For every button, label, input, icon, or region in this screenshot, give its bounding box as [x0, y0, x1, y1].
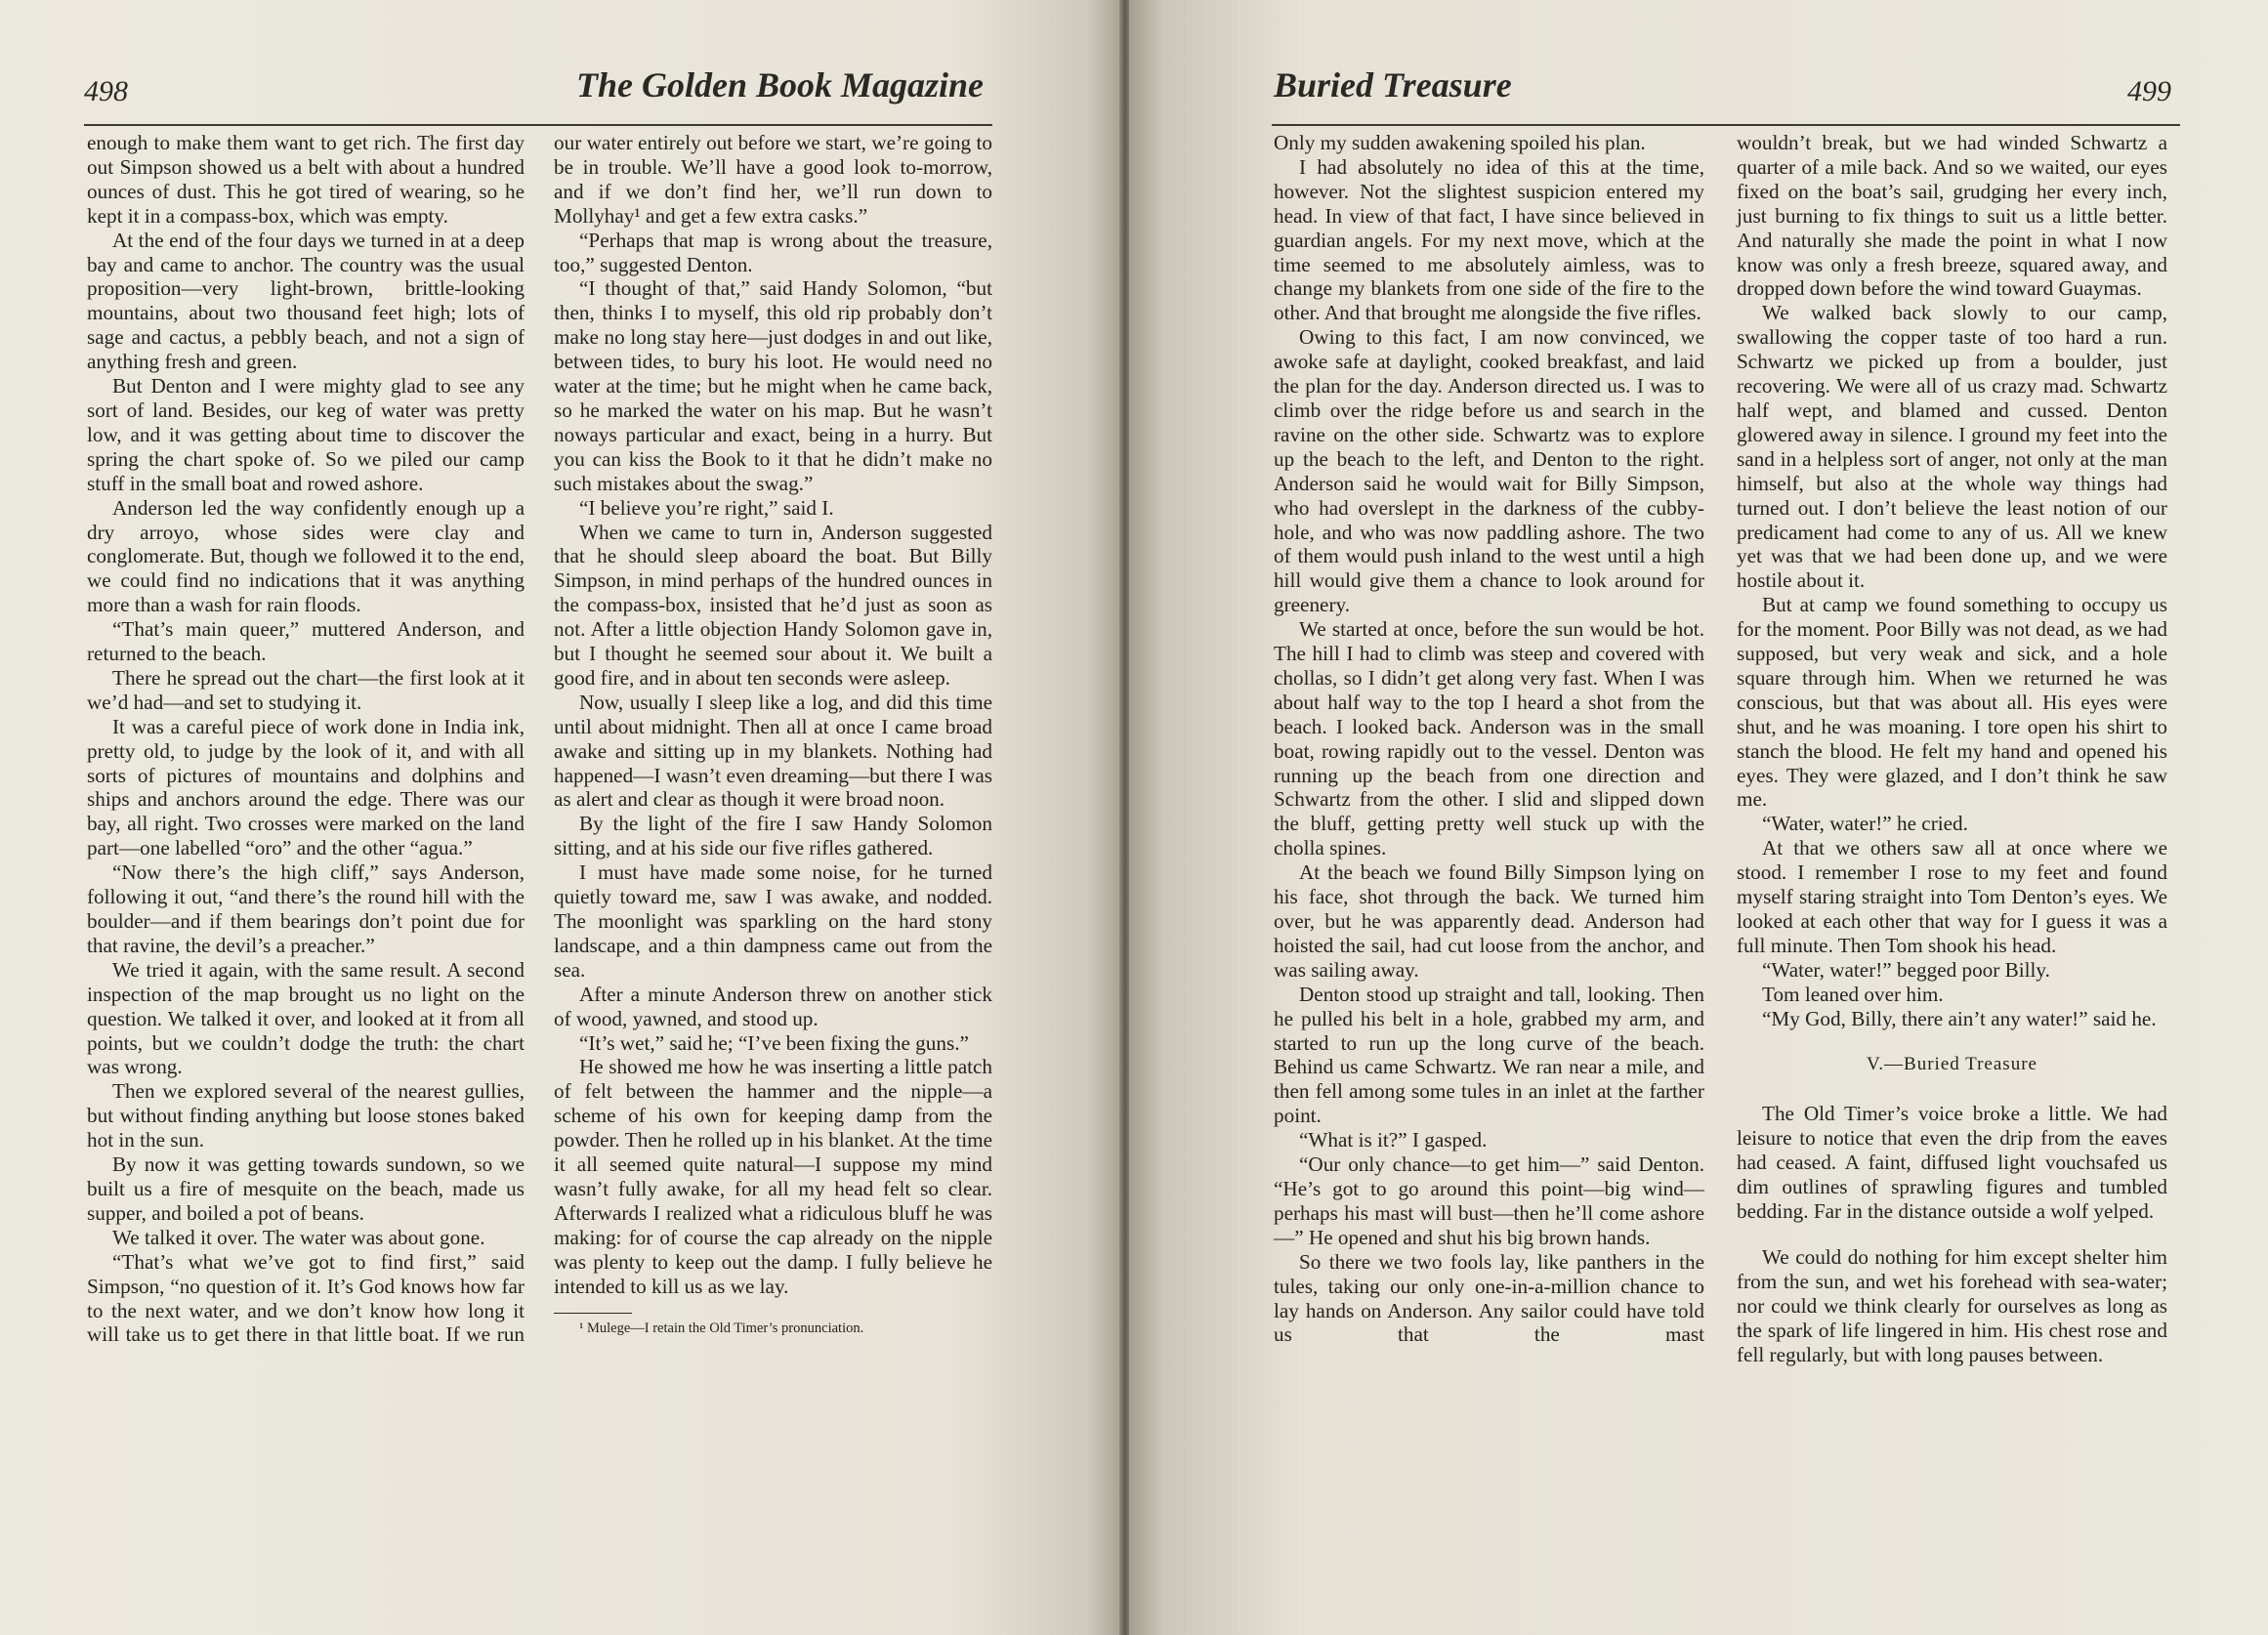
paragraph: After a minute Anderson threw on another stick of wood, yawned, and stood up. [554, 982, 992, 1030]
paragraph: But at camp we found something to occupy us for the moment. Poor Billy was not dead, as we had supposed, but very weak and sick, and a hole square through him. When we returned he was conscious, but that was about all. His eyes were shut, and he was moaning. I tore open his shirt to stanch the blood. He felt my hand and opened his eyes. They were glazed, and I don’t think he saw me. [1737, 593, 2167, 812]
paragraph: By the light of the fire I saw Handy Solomon sitting, and at his side our five rifles gathered. [554, 812, 992, 860]
paragraph: We tried it again, with the same result. A second inspection of the map brought us no light on the question. We talked it over, and looked at it from all points, but we couldn’t dodge the truth: the chart was wrong. [87, 957, 525, 1079]
paragraph: At that we others saw all at once where we stood. I remember I rose to my feet and found myself staring straight into Tom Denton’s eyes. We looked at each other that way for I guess it was a full minute. Then Tom shook his head. [1737, 836, 2167, 957]
running-head: The Golden Book Magazine [576, 65, 985, 105]
paragraph: “Perhaps that map is wrong about the treasure, too,” suggested Denton. [554, 228, 992, 276]
paragraph: We talked it over. The water was about gone. [112, 1225, 485, 1249]
paragraph: “Water, water!” he cried. [1762, 812, 1968, 836]
paragraph: When we came to turn in, Anderson suggested that he should sleep aboard the boat. But Billy Simpson, in mind perhaps of the hundred ounces in the compass-box, insisted that he’d just as soon as not. After a little objection Handy Solomon gave in, but I thought he seemed sour about it. We built a good fire, and in about ten seconds were asleep. [554, 520, 992, 690]
paragraph: “What is it?” I gasped. [1299, 1128, 1488, 1153]
left-column-1 [87, 131, 525, 1347]
paragraph: At the beach we found Billy Simpson lying on his face, shot through the back. We turned him over, but he was apparently dead. Anderson had hoisted the sail, had cut loose from the anchor, and was sailing away. [1274, 860, 1704, 982]
paragraph: “Now there’s the high cliff,” says Anderson, following it out, “and there’s the round hill with the boulder—and if them bearings don’t point due for that ravine, the devil’s a preacher.” [87, 860, 525, 957]
footnote-rule [554, 1313, 632, 1314]
paragraph: We could do nothing for him except shelter him from the sun, and wet his forehead with sea-water; nor could we think clearly for ourselves as long as the spark of life lingered in him. His chest rose and fell regularly, but with long pauses between. [1737, 1244, 2167, 1366]
paragraph: We walked back slowly to our camp, swallowing the copper taste of too hard a run. Schwartz we picked up from a boulder, just recovering. We were all of us crazy mad. Schwartz half wept, and blamed and cussed. Denton glowered away in silence. I ground my feet into the sand in a helpless sort of anger, not only at the man himself, but also at the whole way things had turned out. I don’t believe the least notion of our predicament had come to any of us. All we knew yet was that we had been done up, and we were hostile about it. [1737, 301, 2167, 593]
paragraph: It was a careful piece of work done in India ink, pretty old, to judge by the look of it, and with all sorts of pictures of mountains and dolphins and ships and anchors around the edge. There was our bay, all right. Two crosses were marked on the land part—one labelled “oro” and the other “agua.” [87, 714, 525, 860]
right-column-1 [1274, 131, 1704, 1347]
page-number: 499 [2127, 75, 2171, 107]
paragraph: Now, usually I sleep like a log, and did this time until about midnight. Then all at once I came broad awake and sitting up in my blankets. Nothing had happened—I wasn’t even dreaming—but there I was as alert and clear as though it were broad noon. [554, 690, 992, 812]
paragraph: “I thought of that,” said Handy Solomon, “but then, thinks I to myself, this old rip probably don’t make no long stay here—just dodges in and out like, between tides, to bury his loot. He would need no water at the time; but he might when he came back, so he marked the water on his map. But he wasn’t noways particular and exact, being in a hurry. But you can kiss the Book to it that he didn’t make no such mistakes about the swag.” [554, 276, 992, 495]
paragraph: our water entirely out before we start, we’re going to be in trouble. We’ll have a good look to-morrow, and if we don’t find her, we’ll run down to Mollyhay¹ and get a few extra casks.” [554, 131, 992, 228]
paragraph: Only my sudden awakening spoiled his plan. [1274, 131, 1646, 154]
paragraph: I had absolutely no idea of this at the time, however. Not the slightest suspicion entered my head. In view of that fact, I have since believed in guardian angels. For my next move, which at the time seemed to me absolutely aimless, was to change my blankets from one side of the fire to the other. And that brought me alongside the five rifles. [1274, 154, 1704, 325]
paragraph: By now it was getting towards sundown, so we built us a fire of mesquite on the beach, made us supper, and boiled a pot of beans. [87, 1153, 525, 1225]
paragraph: But Denton and I were mighty glad to see any sort of land. Besides, our keg of water was pretty low, and it was getting about time to discover the spring the chart spoke of. So we piled our camp stuff in the small boat and rowed ashore. [87, 374, 525, 495]
left-column-2 [554, 131, 992, 1337]
paragraph: “Our only chance—to get him—” said Denton. “He’s got to go around this point—big wind—perhaps his mast will bust—then he’ll come ashore—” He opened and shut his big brown hands. [1274, 1153, 1704, 1249]
right-page [1129, 0, 2268, 1635]
header-rule [84, 124, 992, 126]
page-number: 498 [84, 75, 128, 107]
left-page [0, 0, 1121, 1635]
paragraph: “That’s what we’ve got to find first,” said Simpson, “no question of it. It’s God knows how far to the next water, and we don’t know how long it will take us to get there in that little boat. If we run [87, 1249, 525, 1347]
paragraph: I must have made some noise, for he turned quietly toward me, saw I was awake, and nodded. The moonlight was sparkling on the hard stony landscape, and a thin dampness came out from the sea. [554, 860, 992, 982]
paragraph: Anderson led the way confidently enough up a dry arroyo, whose sides were clay and conglomerate. But, though we followed it to the end, we could find no indications that it was anything more than a wash for rain floods. [87, 495, 525, 617]
paragraph: “My God, Billy, there ain’t any water!” said he. [1762, 1006, 2157, 1030]
running-head: Buried Treasure [1274, 65, 1512, 105]
paragraph: Tom leaned over him. [1762, 982, 1944, 1006]
paragraph: Owing to this fact, I am now convinced, we awoke safe at daylight, cooked breakfast, and laid the plan for the day. Anderson directed us. I was to climb over the ridge before us and search in the ravine on the other side. Schwartz was to explore up the beach to the left, and Denton to the right. Anderson said he would wait for Billy Simpson, who had overslept in the darkness of the cubby-hole, and who was now paddling ashore. The two of them would push inland to the west until a high hill would give them a chance to look around for greenery. [1274, 325, 1704, 617]
paragraph: enough to make them want to get rich. The first day out Simpson showed us a belt with about a hundred ounces of dust. This he got tired of wearing, so he kept it in a compass-box, which was empty. [87, 131, 525, 228]
paragraph: “That’s main queer,” muttered Anderson, and returned to the beach. [87, 617, 525, 666]
paragraph: “It’s wet,” said he; “I’ve been fixing the guns.” [579, 1030, 969, 1055]
right-column-2 [1737, 131, 2167, 1367]
paragraph: The Old Timer’s voice broke a little. We had leisure to notice that even the drip from the eaves had ceased. A faint, diffused light vouchsafed us dim outlines of sprawling figures and tumbled bedding. Far in the distance outside a wolf yelped. [1737, 1102, 2167, 1224]
paragraph: Then we explored several of the nearest gullies, but without finding anything but loose stones baked hot in the sun. [87, 1079, 525, 1153]
paragraph: “Water, water!” begged poor Billy. [1762, 957, 2050, 982]
footnote: ¹ Mulege—I retain the Old Timer’s pronunciation. [579, 1320, 864, 1336]
paragraph: At the end of the four days we turned in at a deep bay and came to anchor. The country was the usual proposition—very light-brown, brittle-looking mountains, about two thousand feet high; lots of sage and cactus, a pebbly beach, and not a sign of anything fresh and green. [87, 228, 525, 374]
paragraph: “I believe you’re right,” said I. [579, 495, 834, 520]
paragraph: So there we two fools lay, like panthers in the tules, taking our only one-in-a-million chance to lay hands on Anderson. Any sailor could have told us that the mast [1274, 1249, 1704, 1347]
paragraph: There he spread out the chart—the first look at it we’d had—and set to studying it. [87, 665, 525, 714]
paragraph: Denton stood up straight and tall, looking. Then he pulled his belt in a hole, grabbed my arm, and started to run up the long curve of the beach. Behind us came Schwartz. We ran near a mile, and then fell among some tules in an inlet at the farther point. [1274, 982, 1704, 1128]
paragraph: wouldn’t break, but we had winded Schwartz a quarter of a mile back. And so we waited, our eyes fixed on the boat’s sail, grudging her every inch, just burning to fix things to suit us a little better. And naturally she made the point in what I now know was only a fresh breeze, squared away, and dropped down before the wind toward Guaymas. [1737, 131, 2167, 301]
section-heading: V.—Buried Treasure [1867, 1053, 2037, 1074]
header-rule [1272, 124, 2180, 126]
paragraph: We started at once, before the sun would be hot. The hill I had to climb was steep and covered with chollas, so I didn’t get along very fast. When I was about half way to the top I heard a shot from the beach. I looked back. Anderson was in the small boat, rowing rapidly out to the vessel. Denton was running up the beach from one direction and Schwartz from the other. I slid and slipped down the bluff, getting pretty well stuck up with the cholla spines. [1274, 617, 1704, 860]
paragraph: He showed me how he was inserting a little patch of felt between the hammer and the nipple—a scheme of his own for keeping damp from the powder. Then he rolled up in his blanket. At the time it all seemed quite natural—I suppose my mind wasn’t fully awake, for all my head felt so clear. Afterwards I realized what a ridiculous bluff he was making: for of course the cap already on the nipple was plenty to keep out the damp. I fully believe he intended to kill us as we lay. [554, 1055, 992, 1298]
